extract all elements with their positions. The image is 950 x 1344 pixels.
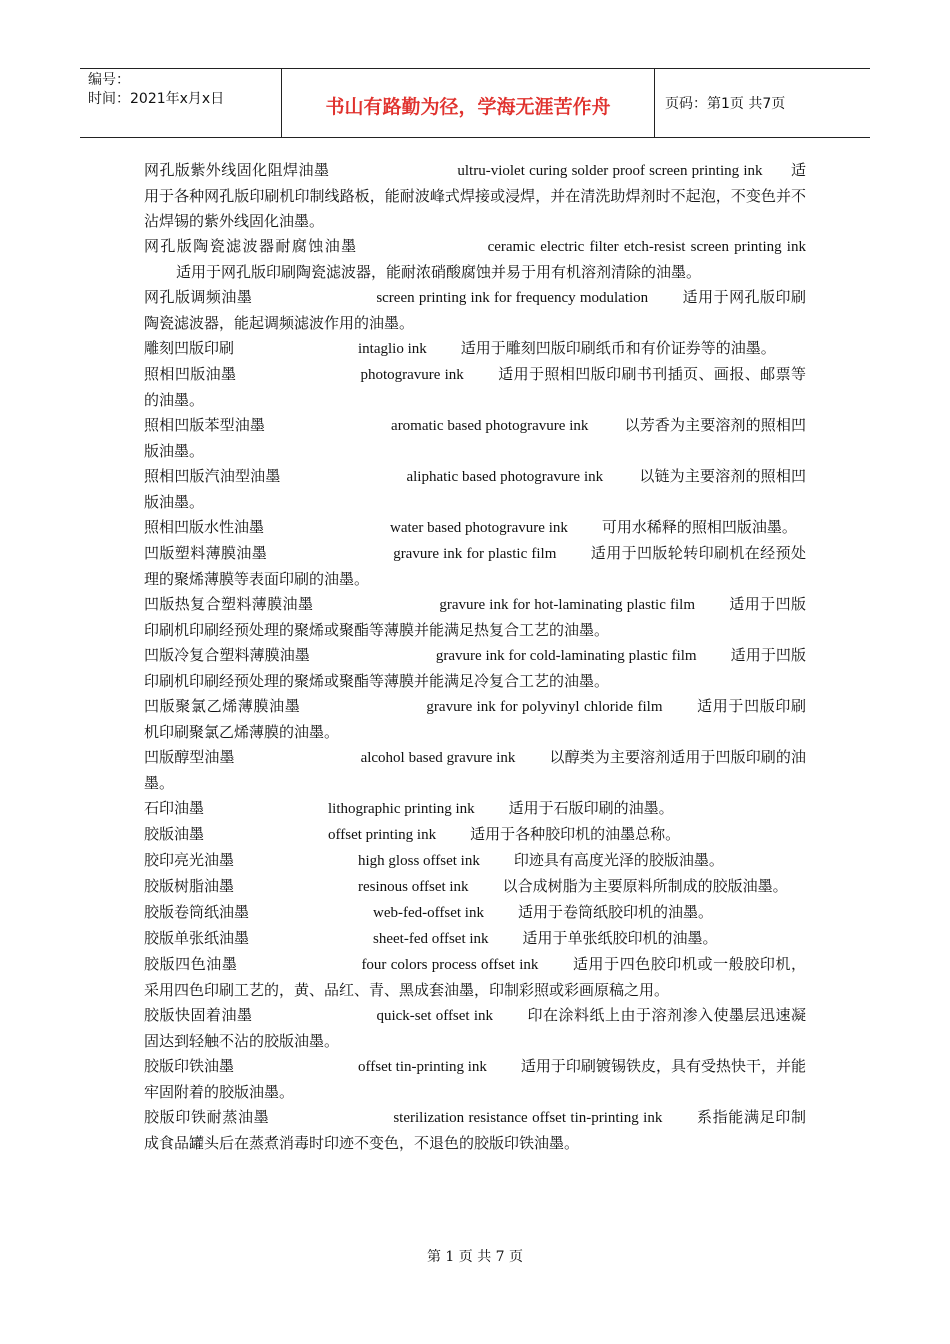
term-description: 适用于照相凹版印刷书刊插页、画报、邮票等的油墨。	[144, 365, 806, 409]
term-english: gravure ink for polyvinyl chloride film	[426, 699, 663, 715]
term-description: 适用于凹版印刷机印刷经预处理的聚烯或聚酯等薄膜并能满足热复合工艺的油墨。	[144, 595, 806, 639]
glossary-entry	[144, 336, 806, 362]
glossary-entry	[144, 362, 806, 413]
glossary-entry	[144, 900, 806, 926]
term-chinese: 石印油墨	[144, 799, 205, 817]
page-footer: 第 1 页 共 7 页	[426, 1249, 524, 1265]
term-english: gravure ink for cold-laminating plastic film	[435, 648, 697, 664]
glossary-entry	[144, 796, 806, 822]
term-english: water based photogravure ink	[390, 520, 568, 536]
glossary-entry	[144, 413, 806, 464]
term-description: 适用于凹版印刷机印刷经预处理的聚烯或聚酯等薄膜并能满足冷复合工艺的油墨。	[144, 646, 806, 690]
term-chinese: 照相凹版水性油墨	[144, 518, 265, 536]
term-chinese: 凹版冷复合塑料薄膜油墨	[144, 646, 310, 664]
term-chinese: 胶版树脂油墨	[144, 877, 235, 895]
term-description: 适用于网孔版印刷陶瓷滤波器，能起调频滤波作用的油墨。	[144, 288, 806, 332]
glossary-entry	[144, 926, 806, 952]
header-meta-cell	[80, 69, 282, 137]
glossary-entry	[144, 874, 806, 900]
term-english: gravure ink for plastic film	[393, 546, 557, 562]
glossary-entry	[144, 158, 806, 234]
term-english: sheet-fed offset ink	[373, 931, 489, 947]
term-chinese: 网孔版紫外线固化阻焊油墨	[144, 161, 330, 179]
term-description: 适用于雕刻凹版印刷纸币和有价证券等的油墨。	[460, 339, 776, 357]
glossary-entry	[144, 848, 806, 874]
term-chinese: 胶版印铁油墨	[144, 1057, 235, 1075]
header-motto: 书山有路勤为径，学海无涯苦作舟	[282, 69, 655, 137]
term-chinese: 网孔版调频油墨	[144, 288, 253, 306]
term-english: sterilization resistance offset tin-printing ink	[393, 1110, 663, 1126]
term-chinese: 网孔版陶瓷滤波器耐腐蚀油墨	[144, 237, 358, 255]
term-description: 适用于单张纸胶印机的油墨。	[522, 929, 718, 947]
term-chinese: 胶版单张纸油墨	[144, 929, 250, 947]
term-chinese: 胶版快固着油墨	[144, 1006, 253, 1024]
term-description: 印在涂料纸上由于溶剂渗入使墨层迅速凝固达到轻触不沾的胶版油墨。	[144, 1006, 806, 1050]
term-english: lithographic printing ink	[328, 801, 475, 817]
document-number-label: 编号：	[88, 72, 130, 88]
term-description: 适用于各种网孔版印刷机印制线路板，能耐波峰式焊接或浸焊，并在清洗助焊剂时不起泡，不变色并不沾焊锡的紫外线固化油墨。	[144, 161, 806, 230]
term-description: 印迹具有高度光泽的胶版油墨。	[513, 851, 724, 869]
term-english: offset tin-printing ink	[358, 1059, 487, 1075]
term-description: 适用于网孔版印刷陶瓷滤波器，能耐浓硝酸腐蚀并易于用有机溶剂清除的油墨。	[176, 263, 702, 281]
term-chinese: 凹版醇型油墨	[144, 748, 235, 766]
term-description: 可用水稀释的照相凹版油墨。	[601, 518, 797, 536]
term-chinese: 照相凹版汽油型油墨	[144, 467, 281, 485]
glossary-entry	[144, 541, 806, 592]
document-header	[80, 68, 870, 138]
term-description: 适用于印刷镀锡铁皮，具有受热快干，并能牢固附着的胶版油墨。	[144, 1057, 806, 1101]
glossary-entry	[144, 694, 806, 745]
glossary-entry	[144, 592, 806, 643]
term-english: aliphatic based photogravure ink	[406, 469, 604, 485]
term-english: photogravure ink	[360, 367, 464, 383]
glossary-entry	[144, 464, 806, 515]
term-chinese: 胶版卷筒纸油墨	[144, 903, 250, 921]
term-english: alcohol based gravure ink	[360, 750, 516, 766]
term-english: high gloss offset ink	[358, 853, 480, 869]
term-description: 以醇类为主要溶剂适用于凹版印刷的油墨。	[144, 748, 806, 792]
document-date-label: 时间：2021年x月x日	[88, 91, 225, 107]
term-description: 适用于凹版印刷机印刷聚氯乙烯薄膜的油墨。	[144, 697, 806, 741]
term-english: screen printing ink for frequency modulation	[376, 290, 649, 306]
term-chinese: 凹版聚氯乙烯薄膜油墨	[144, 697, 301, 715]
term-chinese: 凹版热复合塑料薄膜油墨	[144, 595, 314, 613]
term-chinese: 雕刻凹版印刷	[144, 339, 235, 357]
glossary-entry	[144, 745, 806, 796]
term-chinese: 胶版油墨	[144, 825, 205, 843]
glossary-entry	[144, 1105, 806, 1156]
term-english: offset printing ink	[328, 827, 437, 843]
glossary-entry	[144, 1054, 806, 1105]
term-english: intaglio ink	[358, 341, 427, 357]
term-chinese: 胶版四色油墨	[144, 955, 238, 973]
term-english: web-fed-offset ink	[373, 905, 484, 921]
term-description: 适用于凹版轮转印刷机在经预处理的聚烯薄膜等表面印刷的油墨。	[144, 544, 806, 588]
glossary-entry	[144, 515, 806, 541]
term-description: 适用于卷筒纸胶印机的油墨。	[517, 903, 713, 921]
term-english: gravure ink for hot-laminating plastic film	[439, 597, 695, 613]
term-description: 系指能满足印制成食品罐头后在蒸煮消毒时印迹不变色，不退色的胶版印铁油墨。	[144, 1108, 806, 1152]
glossary-entry	[144, 822, 806, 848]
term-chinese: 凹版塑料薄膜油墨	[144, 544, 268, 562]
glossary-body	[144, 158, 806, 1156]
glossary-entry	[144, 1003, 806, 1054]
term-description: 适用于石版印刷的油墨。	[508, 799, 674, 817]
term-english: resinous offset ink	[358, 879, 469, 895]
term-chinese: 胶印亮光油墨	[144, 851, 235, 869]
term-chinese: 照相凹版苯型油墨	[144, 416, 266, 434]
term-description: 适用于四色胶印机或一般胶印机，采用四色印刷工艺的，黄、品红、青、黑成套油墨，印制彩照或彩画原稿之用。	[144, 955, 806, 999]
term-english: ultru-violet curing solder proof screen printing ink	[457, 163, 763, 179]
term-english: aromatic based photogravure ink	[391, 418, 589, 434]
term-english: four colors process offset ink	[361, 957, 539, 973]
term-english: ceramic electric filter etch-resist screen printing ink	[487, 239, 806, 255]
term-description: 适用于各种胶印机的油墨总称。	[470, 825, 681, 843]
term-chinese: 照相凹版油墨	[144, 365, 237, 383]
term-chinese: 胶版印铁耐蒸油墨	[144, 1108, 270, 1126]
header-page-number: 页码：第1页 共7页	[665, 96, 786, 112]
glossary-entry	[144, 285, 806, 336]
glossary-entry	[144, 234, 806, 285]
term-description: 以合成树脂为主要原料所制成的胶版油墨。	[502, 877, 788, 895]
glossary-entry	[144, 643, 806, 694]
term-description: 以芳香为主要溶剂的照相凹版油墨。	[144, 416, 806, 460]
term-english: quick-set offset ink	[376, 1008, 494, 1024]
term-description: 以链为主要溶剂的照相凹版油墨。	[144, 467, 806, 511]
glossary-entry	[144, 952, 806, 1003]
